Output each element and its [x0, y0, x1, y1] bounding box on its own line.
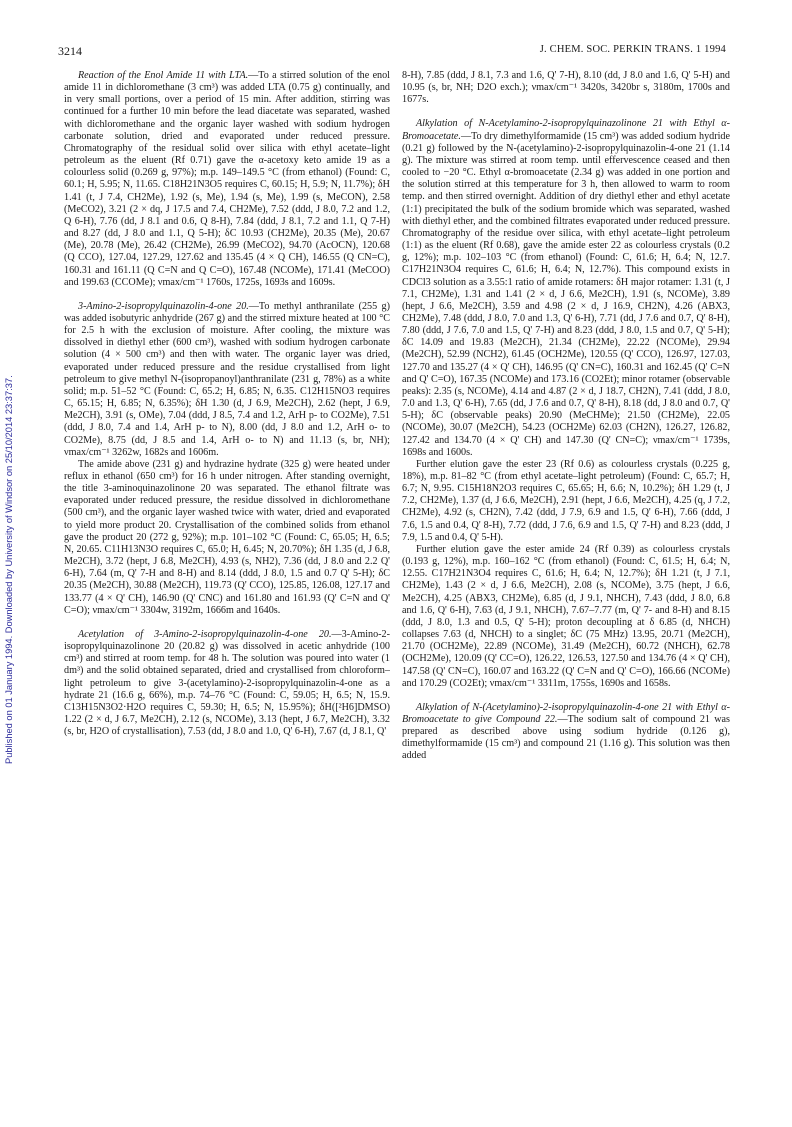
- paragraph-body: Further elution gave the ester amide 24 (Rf 0.39) as colourless crystals (0.193 g, 12%), m.p. 160–162 °C (from ethanol) (Found: C, 61.5; H, 6.4; N, 12.55. C17H21N3O4 requires C, 61.6; H, 6.4; N, 12.7%); δH 1.21 (t, J 7.1, CH2Me), 1.43 (2 × d, J 6.6, Me2CH), 2.08 (s, NCOMe), 3.75 (hept, J 6.6, Me2CH), 4.25 (ABX3, CH2Me), 6.85 (d, J 9.1, NHCH), 7.43 (ddd, J 8.0, 6.8 and 1.6, Q' 6-H), 7.63 (d, J 9.1, NHCH), 7.67–7.77 (m, Q' 7- and 8-H) and 8.15 (ddd, J 8.0, 1.3 and 0.5, Q' 5-H); proton decoupling at δ 6.85 (d, NHCH) collapses 7.63 (d, NHCH) to a singlet; δC (75 MHz) 13.95, 20.71 (Me2CH), 21.70 (OCH2Me), 22.89 (NCOMe), 31.49 (Me2CH), 60.72 (NHCH), 62.78 (OCH2Me), 120.09 (Q' CC=O), 126.22, 126.53, 127.50 and 134.76 (4 × Q' CH), 147.58 (Q' CN=C), 160.07 and 163.22 (Q' C=N and Q' C=O), 166.66 (NCOMe) and 170.29 (CO2Et); νmax/cm⁻¹ 3311m, 1755s, 1690s and 1658s.: [402, 543, 730, 689]
- page-number: 3214: [58, 44, 82, 58]
- section-title: Acetylation of 3-Amino-2-isopropylquinazolin-4-one 20.: [78, 628, 332, 640]
- paragraph-hydrazine: [64, 459, 390, 617]
- left-column: [64, 70, 390, 738]
- paragraph-body: —To dry dimethylformamide (15 cm³) was added sodium hydride (0.21 g) followed by the N-(acetylamino)-2-isopropylquinazolin-4-one 21 (1.14 g). The mixture was stirred at room temp. until effervescence ceased and then cooled to −20 °C. Ethyl α-bromoacetate (2.34 g) was added in one portion and the solution stirred at this temperature for 3 h, then allowed to warm to room temp. and then stirred overnight. Addition of dry diethyl ether and ethyl acetate (1:1) precipitated the bulk of the sodium bromide which was separated, washed with diethyl ether, and the combined filtrates evaporated under reduced pressure. Chromatography of the residue over silica, with ethyl acetate–light petroleum (1:1) as the eluent (Rf 0.68), gave the amide ester 22 as colourless crystals (0.2 g, 12%); m.p. 102–103 °C (from ethanol) (Found: C, 61.6; H, 6.4; N, 12.7. C17H21N3O4 requires C, 61.6; H, 6.4; N, 12.7%). This compound exists in CDCl3 solution as a 3.55:1 ratio of amide rotamers: δH major rotamer: 1.31 (t, J 7.1, CH2Me), 1.31 and 1.41 (2 × d, J 6.6, Me2CH), 1.91 (s, NCOMe), 3.89 (hept, J 6.6, Me2CH), 3.59 and 4.98 (2 × d, J 16.9, CH2N), 4.26 (ABX3, CH2Me), 7.48 (ddd, J 8.0, 7.0 and 1.3, Q' 6-H), 7.71 (dd, J 7.6 and 0.7, Q' 8-H), 7.80 (ddd, J 7.6, 7.0 and 1.5, Q' 7-H) and 8.23 (ddd, J 8.0, 1.5 and 0.7, Q' 5-H); δC 14.09 and 19.83 (Me2CH), 21.34 (CH2Me), 22.22 (NCOMe), 29.94 (Me2CH), 52.99 (NCH2), 61.45 (OCH2Me), 120.55 (Q' CCO), 126.97, 127.03, 127.70 and 135.27 (4 × Q' CH), 146.95 (Q' CN=C), 160.31 and 162.45 (Q' C=N and Q' C=O), 167.35 (NCOMe) and 173.16 (CO2Et); minor rotamer (observable peaks): 2.35 (s, NCOMe), 4.14 and 4.87 (2 × d, J 18.7, CH2N), 7.41 (ddd, J 8.0, 7.0 and 1.3, Q' 6-H), 7.65 (dd, J 7.6 and 0.7, Q' 8-H), 8.18 (dd, J 8.0 and 0.7, Q' 5-H); δC (observable peaks) 20.90 (MeCHMe); 21.50 (CH2Me), 22.05 (NCOMe), 30.07 (Me2CH), 54.23 (OCH2Me) 62.03 (CH2N), 126.27, 126.82, 127.42 and 134.70 (4 × Q' CH) and 147.30 (Q' CN=C); νmax/cm⁻¹ 1739s, 1698s and 1600s.: [402, 130, 730, 458]
- publication-side-note: Published on 01 January 1994. Downloaded by University of Windsor on 25/10/2014 23:37:37.: [4, 375, 14, 765]
- paragraph-ester-23: [402, 459, 730, 544]
- paragraph-aminoquinazolinone: [64, 301, 390, 459]
- paragraph-ester-amide-24: [402, 544, 730, 690]
- paragraph-continuation: [402, 70, 730, 106]
- paragraph-alkylation-compound-22: [402, 702, 730, 763]
- paragraph-acetylation: [64, 629, 390, 738]
- paragraph-body: —The sodium salt of compound 21 was prepared as described above using sodium hydride (0.126 g), dimethylformamide (15 cm³) and compound 21 (1.16 g). This solution was then added: [402, 713, 730, 762]
- right-column: [402, 70, 730, 763]
- paragraph-enol-amide-reaction: [64, 70, 390, 289]
- paragraph-body: —To methyl anthranilate (255 g) was added isobutyric anhydride (267 g) and the stirred mixture heated at 100 °C for 2.5 h with the exclusion of moisture. After cooling, the mixture was dissolved in diethyl ether (600 cm³), washed with sodium hydrogen carbonate solution (4 × 500 cm³) and then with water. The organic layer was dried, evaporated under reduced pressure and the residue crystallised from light petroleum to give methyl N-(isopropanoyl)anthranilate (231 g, 78%) as a white solid; m.p. 51–52 °C (Found: C, 65.2; H, 6.85; N, 6.35. C12H15NO3 requires C, 65.15; H, 6.85; N, 6.35%); δH 1.30 (d, J 6.9, Me2CH), 2.62 (hept, J 6.9, Me2CH), 3.91 (s, OMe), 7.04 (ddd, J 8.5, 7.4 and 1.2, ArH p- to CO2Me), 7.51 (ddd, J 8.0, 7.4 and 1.4, ArH p- to N), 8.00 (dd, J 8.0 and 1.2, ArH o- to CO2Me), 8.75 (dd, J 8.5 and 1.4, ArH o- to N) and 11.13 (s, br, NH); νmax/cm⁻¹ 3262w, 1682s and 1606m.: [64, 300, 390, 458]
- section-title: 3-Amino-2-isopropylquinazolin-4-one 20.: [78, 300, 249, 312]
- paragraph-body: —3-Amino-2-isopropylquinazolinone 20 (20.82 g) was dissolved in acetic anhydride (100 cm³) and stirred at room temp. for 48 h. The solution was poured into water (1 dm³) and the solid obtained separated, dried and crystallised from chloroform–light petroleum to give 3-(acetylamino)-2-isopropylquinazolin-4-one as a hydrate 21 (16.6 g, 66%), m.p. 74–76 °C (Found: C, 59.05; H, 6.5; N, 15.9. C13H15N3O2·H2O requires C, 59.30; H, 6.5; N, 15.95%); δH([²H6]DMSO) 1.22 (2 × d, J 6.7, Me2CH), 2.12 (s, NCOMe), 3.13 (hept, J 6.7, Me2CH), 3.32 (s, br, H2O of crystallisation), 7.53 (dd, J 8.0 and 1.0, Q' 6-H), 7.67 (d, J 8.1, Q': [64, 628, 390, 738]
- paragraph-alkylation: [402, 118, 730, 458]
- section-title: Alkylation of N-Acetylamino-2-isopropylquinazolinone 21 with Ethyl α-Bromoacetate.: [402, 118, 730, 142]
- paragraph-body: —To a stirred solution of the enol amide 11 in dichloromethane (3 cm³) was added LTA (0.75 g) continually, and in very small portions, over a period of 15 min. After addition, stirring was continued for a further 10 min before the lead diacetate was separated, washed with dichloromethane and the organic layer washed with sodium hydrogen carbonate solution, dried and evaporated under reduced pressure. Chromatography of the residual solid over silica with ethyl acetate–light petroleum as the eluent (Rf 0.71) gave the α-acetoxy keto amide 19 as a colourless solid (0.269 g, 97%); m.p. 149–149.5 °C (from ethanol) (Found: C, 60.1; H, 5.95; N, 11.65. C18H21N3O5 requires C, 60.15; H, 5.9; N, 11.7%); δH 1.41 (t, J 7.4, CH2Me), 1.92 (s, Me), 1.94 (s, Me), 1.99 (s, MeCON), 2.58 (MeCO2), 3.21 (2 × dq, J 17.5 and 7.4, CH2Me), 7.52 (ddd, J 8.0, 7.2 and 1.2, Q 6-H), 7.76 (dd, J 8.1 and 0.6, Q 8-H), 7.84 (ddd, J 8.1, 7.2 and 1.1, Q 7-H) and 8.27 (dd, J 8.0 and 1.1, Q 5-H); δC 10.93 (CH2Me), 20.35 (Me), 20.67 (Me), 20.78 (Me), 26.42 (CH2Me), 26.99 (MeCO2), 94.70 (AcOCN), 120.68 (Q CCO), 127.04, 127.29, 127.62 and 135.45 (4 × Q CH), 146.55 (Q CN=C), 160.31 and 161.11 (Q C=N and Q C=O), 167.48 (NCOMe), 171.41 (MeCOO) and 199.63 (CCOMe); νmax/cm⁻¹ 1760s, 1725s, 1693s and 1609s.: [64, 70, 391, 288]
- page-header: [58, 44, 726, 58]
- journal-running-head: J. CHEM. SOC. PERKIN TRANS. 1 1994: [539, 44, 726, 55]
- paragraph-body: The amide above (231 g) and hydrazine hydrate (325 g) were heated under reflux in ethanol (650 cm³) for 16 h under nitrogen. After standing overnight, the title 3-aminoquinazolinone 20 was separated. The ethanol filtrate was evaporated under reduced pressure, the residue dissolved in dichloromethane (500 cm³), and the organic layer washed twice with water, dried and evaporated to yield more product 20. Crystallisation of the combined solids from ethanol gave the product 20 (272 g, 92%); m.p. 101–102 °C (Found: C, 65.05; H, 6.5; N, 20.65. C11H13N3O requires C, 65.0; H, 6.45; N, 20.70%); δH 1.35 (d, J 6.8, Me2CH), 3.72 (hept, J 6.8, Me2CH), 4.93 (s, NH2), 7.36 (dd, J 8.0 and 2.2 Q' 6-H), 7.64 (m, Q' 7-H and 8-H) and 8.14 (ddd, J 8.0, 1.5 and 0.7 Q' 5-H); δC 20.35 (Me2CH), 30.88 (Me2CH), 119.73 (Q' CCO), 125.85, 126.08, 127.17 and 133.77 (4 × Q' CH), 146.90 (Q' CNC) and 161.80 and 161.93 (Q' C=N and Q' C=O); νmax/cm⁻¹ 3304w, 3192m, 1666m and 1640s.: [64, 458, 390, 616]
- paragraph-body: 8-H), 7.85 (ddd, J 8.1, 7.3 and 1.6, Q' 7-H), 8.10 (dd, J 8.0 and 1.6, Q' 5-H) and 10.95 (s, br, NH; D2O exch.); νmax/cm⁻¹ 3420s, 3420br s, 3180m, 1700s and 1677s.: [402, 70, 730, 106]
- paragraph-body: Further elution gave the ester 23 (Rf 0.6) as colourless crystals (0.225 g, 18%), m.p. 81–82 °C (from ethyl acetate–light petroleum) (Found: C, 65.7; H, 6.7; N, 9.95. C15H18N2O3 requires C, 65.65; H, 6.6; N, 10.2%); δH 1.29 (t, J 7.2, CH2Me), 1.37 (d, J 6.6, Me2CH), 2.91 (hept, J 6.6, Me2CH), 4.25 (q, J 7.2, CH2Me), 4.92 (s, CH2N), 7.42 (ddd, J 7.9, 6.9 and 1.5, Q' 6-H), 7.66 (ddd, J 7.6, 1.5 and 0.4, Q' 8-H), 7.72 (ddd, J 7.6, 6.9 and 1.5, Q' 7-H) and 8.23 (ddd, J 7.9, 1.5 and 0.4, Q' 5-H).: [402, 458, 730, 543]
- section-title: Reaction of the Enol Amide 11 with LTA.: [78, 70, 249, 81]
- section-title: Alkylation of N-(Acetylamino)-2-isopropylquinazolin-4-one 21 with Ethyl α-Bromoacetate to give Compound 22.: [402, 701, 730, 725]
